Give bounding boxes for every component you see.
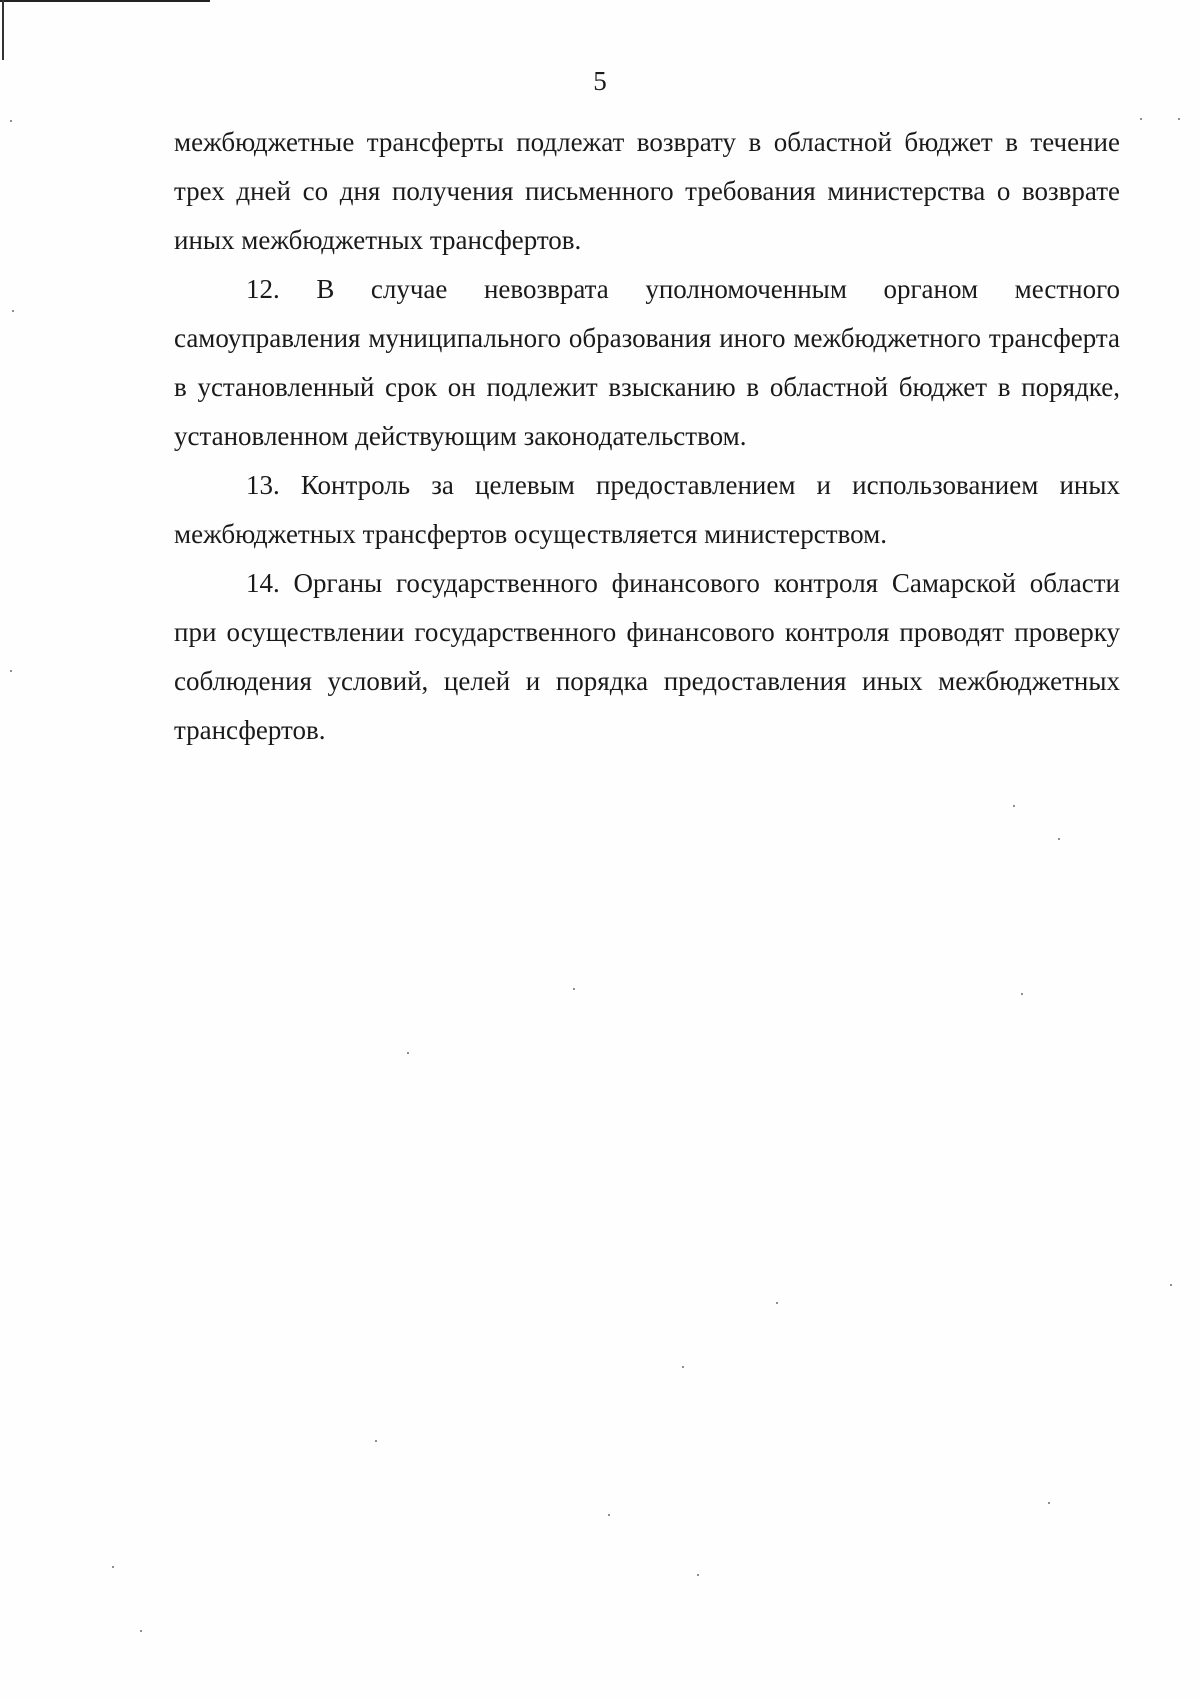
scan-speck [1013, 805, 1015, 807]
document-body [174, 118, 1120, 755]
scan-speck [1140, 118, 1142, 120]
scan-speck [140, 1630, 142, 1632]
paragraph-13: 13. Контроль за целевым предоставлением и использованием иных межбюджетных трансфертов осуществляется министерством. [174, 470, 1120, 549]
scan-speck [10, 670, 12, 672]
scan-speck [1021, 993, 1023, 995]
scan-speck [608, 1514, 610, 1516]
paragraph-12: 12. В случае невозврата уполномоченным органом местного самоуправления муниципального образования иного межбюджетного трансферта в установленный срок он подлежит взысканию в областной бюджет в порядке, установленном действующим законодательством. [174, 274, 1120, 451]
scan-speck [407, 1052, 409, 1054]
scan-edge-mark-left [2, 0, 4, 60]
scan-edge-mark [0, 0, 210, 2]
paragraph-14: 14. Органы государственного финансового контроля Самарской области при осуществлении государственного финансового контроля проводят проверку соблюдения условий, целей и порядка предоставления иных межбюджетных трансфертов. [174, 568, 1120, 745]
scan-speck [375, 1440, 377, 1442]
scan-speck [697, 1574, 699, 1576]
scan-speck [112, 1566, 114, 1568]
page-number: 5 [593, 66, 607, 96]
scan-speck [682, 1366, 684, 1368]
scan-speck [12, 310, 14, 312]
scan-speck [1048, 1502, 1050, 1504]
paragraph-continuation: межбюджетные трансферты подлежат возврату в областной бюджет в течение трех дней со дня получения письменного требования министерства о возврате иных межбюджетных трансфертов. [174, 127, 1120, 255]
scan-speck [1058, 838, 1060, 840]
scan-speck [776, 1302, 778, 1304]
scan-speck [10, 120, 12, 122]
scan-speck [1170, 1284, 1172, 1286]
scan-speck [573, 988, 575, 990]
scan-speck [1178, 118, 1180, 120]
